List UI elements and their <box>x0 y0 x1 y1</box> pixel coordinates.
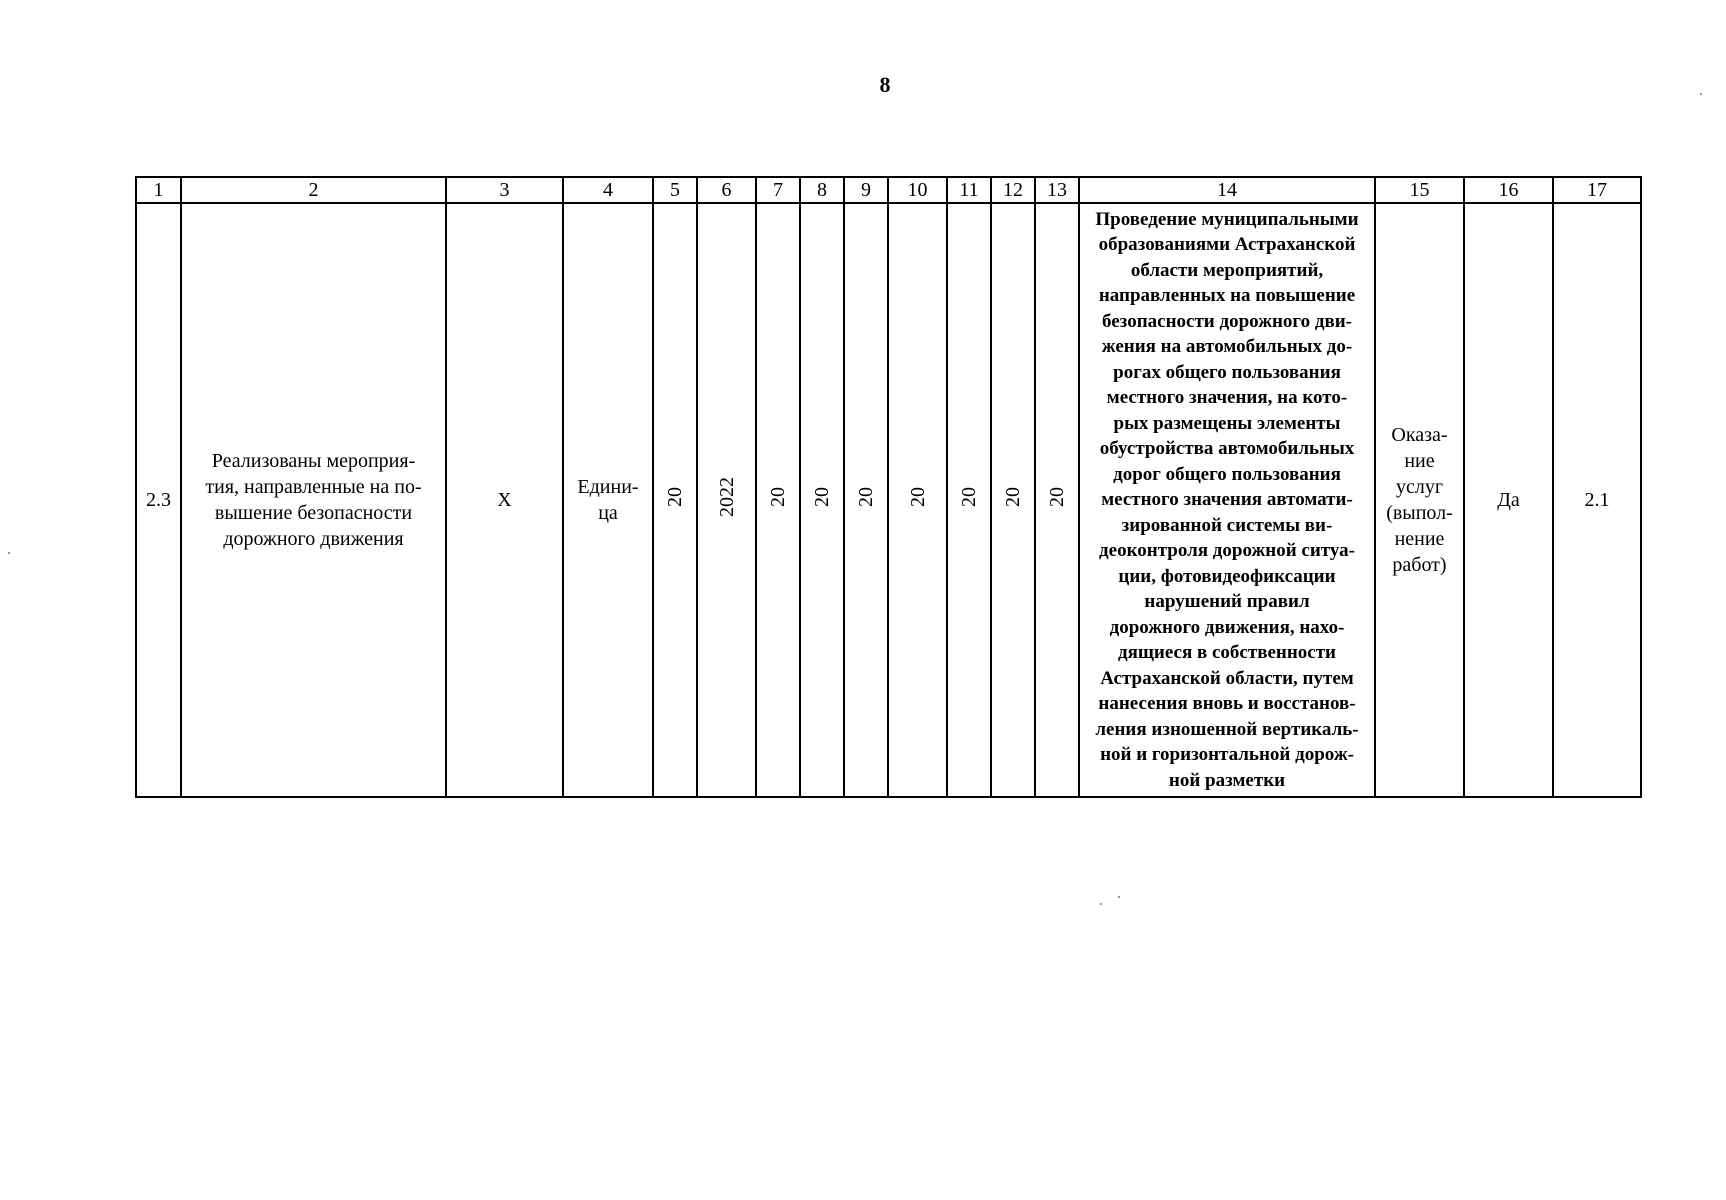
column-13-value: 20 <box>1046 486 1068 507</box>
column-number: 8 <box>800 177 844 203</box>
column-8-cell <box>800 203 844 797</box>
column-8-value: 20 <box>811 486 833 507</box>
column-7-cell <box>756 203 800 797</box>
table-row <box>136 203 1641 797</box>
column-number: 5 <box>653 177 697 203</box>
column-7-value: 20 <box>767 486 789 507</box>
year-cell <box>697 203 756 797</box>
column-number-row <box>136 177 1641 203</box>
column-number: 15 <box>1375 177 1464 203</box>
column-number: 17 <box>1553 177 1641 203</box>
column-number: 7 <box>756 177 800 203</box>
column-number: 11 <box>947 177 991 203</box>
link-cell: 2.1 <box>1553 203 1641 797</box>
scan-speck <box>1100 903 1102 905</box>
activity-type-text: Оказа- ние услуг (выпол- нение работ) <box>1386 424 1453 576</box>
column-number: 13 <box>1035 177 1079 203</box>
description-text: Проведение муниципальными образованиями Астраханской области мероприятий, направленных на повышение безопасности дорожного дви- жения на автомобильных до- рогах общего пользования местного значения, на кото- рых размещены элементы обустройства автомобильных дорог общего пользования местного значения автомати- зированной системы ви- деоконтроля дорожной ситуа- ции, фотовидеофиксации нарушений правил дорожного движения, нахо- дящиеся в собственности Астраханской области, путем нанесения вновь и восстанов- ления изношенной вертикаль- ной и горизонтальной дорож- ной разметки <box>1095 208 1359 791</box>
result-name-cell <box>181 203 446 797</box>
column-number: 16 <box>1464 177 1553 203</box>
column-12-cell <box>991 203 1035 797</box>
scan-speck <box>8 552 10 554</box>
scan-speck <box>1700 93 1702 95</box>
description-cell <box>1079 203 1375 797</box>
unit-text: Едини- ца <box>577 476 639 524</box>
column-10-value: 20 <box>906 486 929 507</box>
column-number: 1 <box>136 177 181 203</box>
column-9-value: 20 <box>855 486 877 507</box>
column-number: 9 <box>844 177 888 203</box>
flag-cell: Да <box>1464 203 1553 797</box>
column-3-cell: Х <box>446 203 563 797</box>
item-number-cell: 2.3 <box>136 203 181 797</box>
column-number: 4 <box>563 177 653 203</box>
column-number: 3 <box>446 177 563 203</box>
column-13-cell <box>1035 203 1079 797</box>
indicator-table <box>135 176 1642 798</box>
column-number: 12 <box>991 177 1035 203</box>
column-number: 10 <box>888 177 947 203</box>
column-11-value: 20 <box>958 486 980 507</box>
column-10-cell <box>888 203 947 797</box>
column-9-cell <box>844 203 888 797</box>
column-5-value: 20 <box>664 486 686 507</box>
result-name-text: Реализованы мероприя- тия, направленные на по- вышение безопасности дорожного движения <box>205 450 422 550</box>
column-5-cell <box>653 203 697 797</box>
scan-speck <box>1118 896 1120 898</box>
year-value: 2022 <box>715 476 738 517</box>
page-number: 8 <box>879 72 891 97</box>
column-number: 2 <box>181 177 446 203</box>
column-12-value: 20 <box>1002 486 1024 507</box>
unit-cell <box>563 203 653 797</box>
column-11-cell <box>947 203 991 797</box>
activity-type-cell <box>1375 203 1464 797</box>
column-number: 14 <box>1079 177 1375 203</box>
column-number: 6 <box>697 177 756 203</box>
